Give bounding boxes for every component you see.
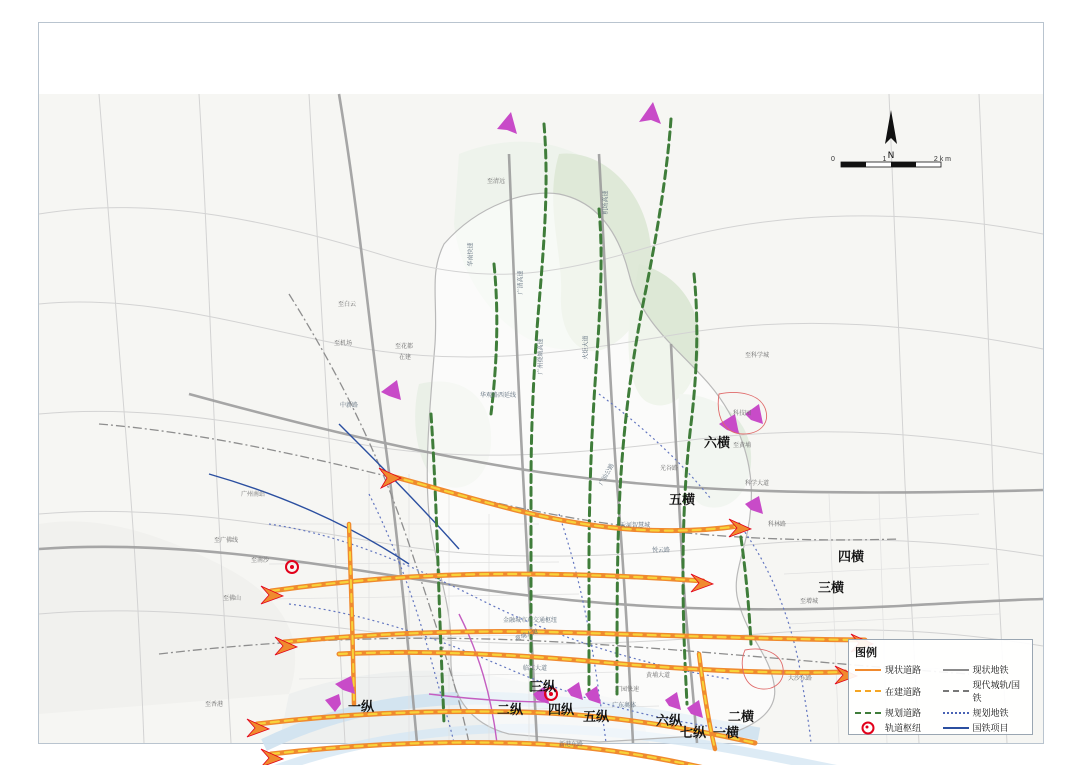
road-name-label: 临江大道 (523, 666, 548, 672)
corridor-label: 四横 (838, 550, 865, 565)
place-label: 至南沙 (251, 558, 270, 564)
dashed-green-line (855, 709, 881, 717)
legend-item-label: 现代城轨/国铁 (972, 680, 1021, 703)
road-name-label: 华南快速 (468, 242, 475, 267)
place-label: 至黄埔 (733, 443, 752, 449)
road-name-label: 华观路西延线 (480, 393, 517, 399)
scale-tick-1: 1 (882, 156, 887, 163)
place-label: 至花都 (395, 344, 414, 350)
solid-blue-line (943, 724, 969, 732)
place-label: 光谷路 (660, 466, 679, 472)
legend-title: 图例 (855, 647, 877, 659)
corridor-label: 四纵 (548, 703, 575, 718)
scale-bar-labels (831, 156, 951, 163)
corridor-label: 一纵 (348, 700, 375, 715)
legend-items (855, 663, 1026, 734)
place-label: 至广佛线 (214, 538, 239, 544)
node-circle-icon (855, 724, 881, 732)
solid-orange-line (855, 666, 881, 674)
map-legend (848, 639, 1033, 735)
svg-text:N: N (887, 151, 895, 161)
dotted-blue-line (943, 709, 969, 717)
legend-item-label: 现状道路 (885, 665, 922, 675)
place-label: 至香港 (205, 702, 224, 708)
legend-item-label: 国铁项目 (972, 723, 1009, 733)
road-name-label: 广清高速 (518, 270, 525, 295)
dashdot-gray-line (943, 687, 969, 695)
place-label: 至佛山 (223, 596, 242, 602)
dashed-orange-line (855, 687, 881, 695)
place-label: 至科学城 (745, 353, 770, 359)
corridor-label: 三纵 (530, 680, 557, 695)
legend-item (855, 678, 939, 704)
legend-item-label: 规划地铁 (972, 708, 1009, 718)
road-name-label: 悦云路 (652, 548, 671, 554)
place-label: 在建 (399, 355, 412, 361)
place-label: 广园快速 (615, 687, 640, 693)
road-name-label: 广东奥体 (612, 703, 637, 709)
legend-item-label: 现状地铁 (972, 665, 1009, 675)
place-label: 大沙东路 (788, 676, 813, 682)
legend-item (855, 721, 939, 734)
corridor-label: 五横 (669, 493, 696, 508)
road-name-label: 广汕公路 (598, 462, 616, 487)
road-name-label: 火炬大道 (583, 335, 590, 360)
legend-item (943, 706, 1027, 719)
road-name-label: 机场高速 (603, 190, 610, 215)
map-canvas[interactable] (39, 94, 1043, 748)
corridor-label: 一横 (713, 726, 740, 741)
legend-item (855, 706, 939, 719)
corridor-label: 六横 (704, 436, 731, 451)
road-name-label: 天河智慧城 (620, 523, 651, 529)
legend-item-label: 轨道枢纽 (885, 723, 922, 733)
place-label: 至增城 (800, 599, 819, 605)
place-label: 至白云 (338, 302, 357, 308)
road-name-label: 金融城市东交通枢纽 (503, 618, 558, 624)
corridor-label: 三横 (818, 581, 845, 596)
scale-tick-0: 0 (831, 156, 835, 163)
place-label: 科技园 (733, 411, 752, 417)
place-label: 至机场 (334, 341, 353, 347)
legend-item-label: 在建道路 (885, 686, 922, 697)
corridor-label: 二横 (728, 710, 755, 725)
legend-item-label: 规划道路 (885, 708, 922, 718)
road-name-label: 中新路 (340, 403, 359, 409)
corridor-label: 六纵 (656, 714, 683, 729)
place-label: 科林路 (768, 522, 787, 528)
place-label: 广州南站 (241, 492, 266, 498)
place-label: 科学大道 (745, 481, 770, 487)
place-label: 黄埔大道 (646, 673, 671, 679)
road-name-label: 黄埔大道 (514, 628, 540, 643)
corridor-label: 五纵 (583, 710, 610, 725)
corridor-label: 二纵 (497, 703, 524, 718)
place-label: 新港东路 (559, 742, 584, 748)
place-label: 至清远 (487, 179, 506, 185)
scale-tick-2: 2 k m (933, 156, 951, 163)
legend-item (943, 663, 1027, 676)
corridor-label: 七纵 (680, 726, 707, 741)
legend-item (943, 721, 1027, 734)
solid-gray-line (943, 666, 969, 674)
legend-item (855, 663, 939, 676)
road-name-label: 广州绕城高速 (538, 338, 545, 375)
legend-item (943, 678, 1027, 704)
